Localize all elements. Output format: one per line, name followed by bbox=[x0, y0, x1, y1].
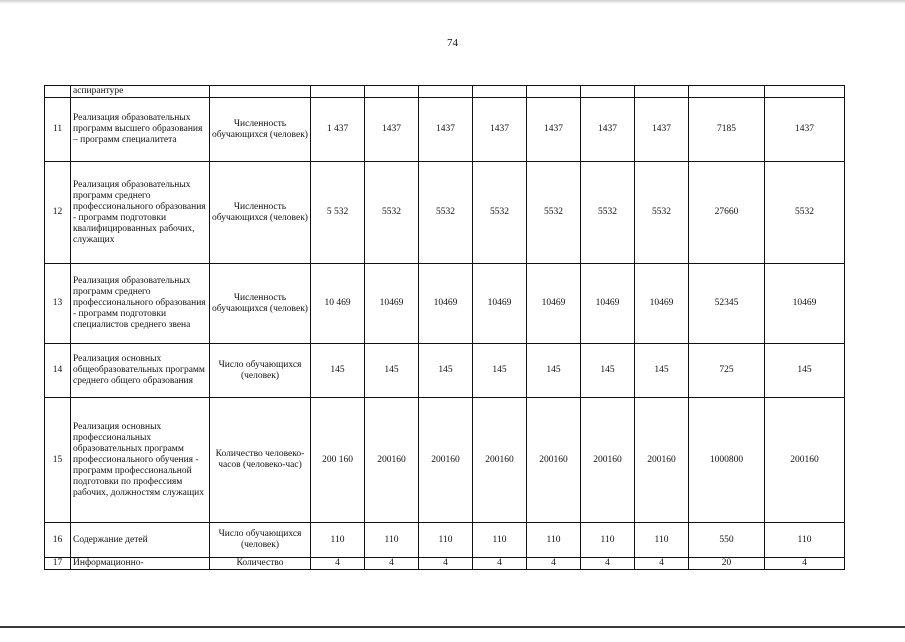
cell-value: 4 bbox=[419, 558, 473, 570]
cell-value: 4 bbox=[311, 558, 365, 570]
cell-value: 10469 bbox=[527, 264, 581, 344]
cell-value bbox=[581, 86, 635, 98]
cell-value: 200160 bbox=[765, 398, 845, 523]
cell-value: 10469 bbox=[473, 264, 527, 344]
cell-value: 1437 bbox=[765, 98, 845, 162]
table-row-continued bbox=[45, 86, 845, 98]
cell-value: 4 bbox=[635, 558, 689, 570]
table-row bbox=[45, 523, 845, 558]
cell-value: 110 bbox=[473, 523, 527, 558]
cell-value: 1 437 bbox=[311, 98, 365, 162]
cell-value: 10469 bbox=[581, 264, 635, 344]
cell-value: 550 bbox=[689, 523, 765, 558]
cell-value: 7185 bbox=[689, 98, 765, 162]
cell-service-name: Реализация основных профессиональных образовательных программ профессионального обучения - программ профессиональной подготовки по профессиям рабочих, должностям служащих bbox=[71, 398, 210, 523]
table-row bbox=[45, 162, 845, 264]
cell-value: 725 bbox=[689, 344, 765, 398]
cell-value: 1437 bbox=[365, 98, 419, 162]
cell-value: 52345 bbox=[689, 264, 765, 344]
cell-value: 1437 bbox=[527, 98, 581, 162]
cell-value bbox=[527, 86, 581, 98]
cell-value: 4 bbox=[527, 558, 581, 570]
cell-value: 1437 bbox=[581, 98, 635, 162]
cell-value: 10469 bbox=[419, 264, 473, 344]
cell-value: 4 bbox=[365, 558, 419, 570]
cell-value: 200160 bbox=[635, 398, 689, 523]
cell-value: 145 bbox=[581, 344, 635, 398]
cell-value: 145 bbox=[765, 344, 845, 398]
cell-value: 5532 bbox=[765, 162, 845, 264]
cell-service-name: Содержание детей bbox=[71, 523, 210, 558]
cell-value: 110 bbox=[419, 523, 473, 558]
cell-num: 15 bbox=[45, 398, 71, 523]
cell-value: 145 bbox=[527, 344, 581, 398]
cell-num: 16 bbox=[45, 523, 71, 558]
cell-service-name: аспирантуре bbox=[71, 86, 210, 98]
cell-value bbox=[419, 86, 473, 98]
cell-service-name: Информационно- bbox=[71, 558, 210, 570]
services-table bbox=[44, 85, 845, 570]
cell-value: 110 bbox=[311, 523, 365, 558]
table-row bbox=[45, 558, 845, 570]
cell-value: 110 bbox=[527, 523, 581, 558]
cell-value: 4 bbox=[473, 558, 527, 570]
cell-value: 10469 bbox=[365, 264, 419, 344]
cell-value: 110 bbox=[765, 523, 845, 558]
cell-num: 11 bbox=[45, 98, 71, 162]
cell-value: 110 bbox=[581, 523, 635, 558]
cell-unit: Численность обучающихся (человек) bbox=[210, 162, 311, 264]
cell-value: 4 bbox=[765, 558, 845, 570]
cell-num: 17 bbox=[45, 558, 71, 570]
cell-value: 5532 bbox=[365, 162, 419, 264]
cell-value: 145 bbox=[473, 344, 527, 398]
cell-value: 145 bbox=[419, 344, 473, 398]
cell-service-name: Реализация основных общеобразовательных программ среднего общего образования bbox=[71, 344, 210, 398]
cell-service-name: Реализация образовательных программ высшего образования – программ специалитета bbox=[71, 98, 210, 162]
table-row bbox=[45, 344, 845, 398]
cell-value: 10469 bbox=[635, 264, 689, 344]
cell-unit: Численность обучающихся (человек) bbox=[210, 264, 311, 344]
cell-unit: Численность обучающихся (человек) bbox=[210, 98, 311, 162]
cell-value: 145 bbox=[311, 344, 365, 398]
cell-value: 1437 bbox=[635, 98, 689, 162]
cell-value: 200160 bbox=[527, 398, 581, 523]
table-row bbox=[45, 98, 845, 162]
cell-unit: Число обучающихся (человек) bbox=[210, 523, 311, 558]
cell-value: 27660 bbox=[689, 162, 765, 264]
cell-num: 13 bbox=[45, 264, 71, 344]
cell-num: 12 bbox=[45, 162, 71, 264]
cell-value: 5 532 bbox=[311, 162, 365, 264]
cell-value: 5532 bbox=[635, 162, 689, 264]
cell-value bbox=[365, 86, 419, 98]
cell-unit: Количество человеко-часов (человеко-час) bbox=[210, 398, 311, 523]
table-row bbox=[45, 264, 845, 344]
cell-value bbox=[689, 86, 765, 98]
cell-value bbox=[311, 86, 365, 98]
cell-value: 1437 bbox=[473, 98, 527, 162]
cell-value: 4 bbox=[581, 558, 635, 570]
cell-num bbox=[45, 86, 71, 98]
cell-value: 10469 bbox=[765, 264, 845, 344]
cell-value: 5532 bbox=[419, 162, 473, 264]
cell-value: 20 bbox=[689, 558, 765, 570]
scan-top-edge bbox=[0, 0, 905, 4]
cell-value: 1437 bbox=[419, 98, 473, 162]
cell-value: 10 469 bbox=[311, 264, 365, 344]
cell-value: 5532 bbox=[581, 162, 635, 264]
cell-value: 110 bbox=[365, 523, 419, 558]
cell-value: 200160 bbox=[365, 398, 419, 523]
cell-value bbox=[765, 86, 845, 98]
cell-value: 200160 bbox=[473, 398, 527, 523]
cell-value: 145 bbox=[635, 344, 689, 398]
cell-value: 145 bbox=[365, 344, 419, 398]
cell-num: 14 bbox=[45, 344, 71, 398]
cell-value: 200160 bbox=[419, 398, 473, 523]
cell-value bbox=[635, 86, 689, 98]
cell-value: 5532 bbox=[527, 162, 581, 264]
cell-value: 200160 bbox=[581, 398, 635, 523]
cell-service-name: Реализация образовательных программ среднего профессионального образования - программ подготовки квалифицированных рабочих, служащих bbox=[71, 162, 210, 264]
cell-value: 200 160 bbox=[311, 398, 365, 523]
cell-unit: Количество bbox=[210, 558, 311, 570]
page-number: 74 bbox=[447, 37, 458, 49]
cell-unit: Число обучающихся (человек) bbox=[210, 344, 311, 398]
cell-service-name: Реализация образовательных программ среднего профессионального образования - программ подготовки специалистов среднего звена bbox=[71, 264, 210, 344]
cell-value: 110 bbox=[635, 523, 689, 558]
cell-value bbox=[473, 86, 527, 98]
cell-value: 1000800 bbox=[689, 398, 765, 523]
cell-value: 5532 bbox=[473, 162, 527, 264]
table-row bbox=[45, 398, 845, 523]
cell-unit bbox=[210, 86, 311, 98]
